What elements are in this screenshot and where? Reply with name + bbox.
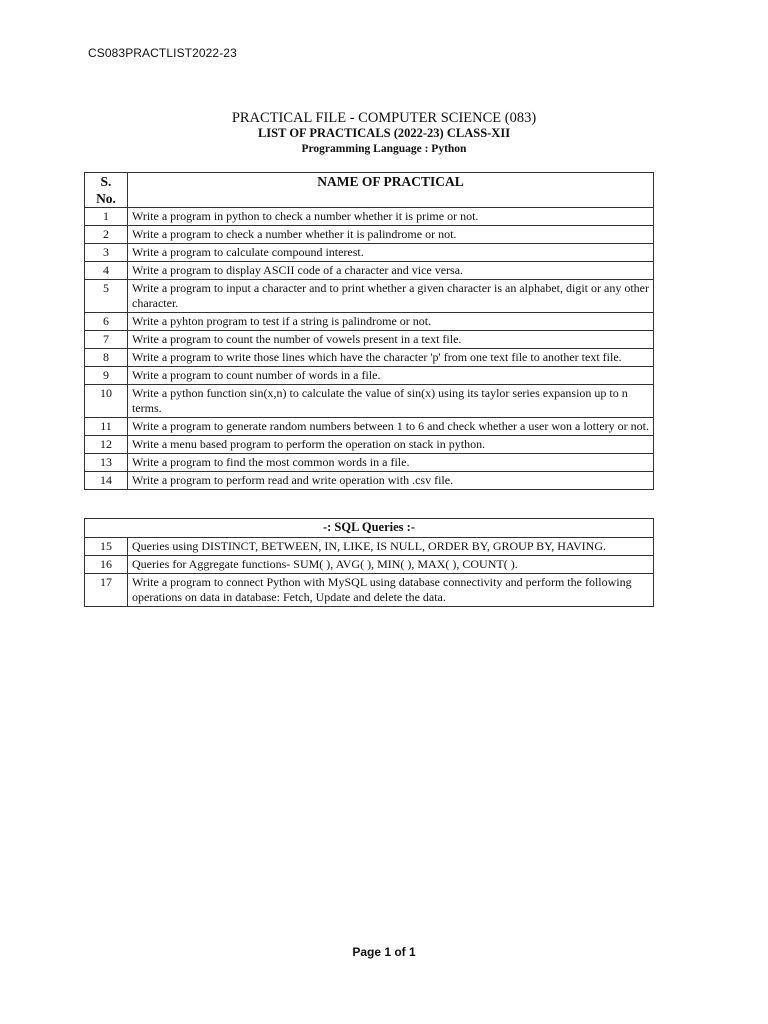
practical-description: Write a program to count number of words in a file.	[128, 367, 654, 385]
row-number: 13	[85, 454, 128, 472]
row-number: 16	[85, 556, 128, 574]
table-row	[85, 385, 654, 418]
table-row	[85, 418, 654, 436]
practical-description: Write a menu based program to perform the operation on stack in python.	[128, 436, 654, 454]
row-number: 7	[85, 331, 128, 349]
column-header-sno: S. No.	[85, 173, 128, 208]
table-row	[85, 226, 654, 244]
row-number: 4	[85, 262, 128, 280]
row-number: 14	[85, 472, 128, 490]
sql-header-row	[85, 519, 654, 538]
row-number: 2	[85, 226, 128, 244]
table-header-row	[85, 173, 654, 208]
practical-description: Write a program to count the number of vowels present in a text file.	[128, 331, 654, 349]
row-number: 6	[85, 313, 128, 331]
table-row	[85, 349, 654, 367]
row-number: 3	[85, 244, 128, 262]
practical-description: Write a program to write those lines which have the character 'p' from one text file to another text file.	[128, 349, 654, 367]
table-row	[85, 313, 654, 331]
row-number: 12	[85, 436, 128, 454]
sql-queries-table	[84, 518, 654, 607]
practical-description: Write a program to find the most common words in a file.	[128, 454, 654, 472]
programming-language: Programming Language : Python	[301, 143, 467, 155]
row-number: 8	[85, 349, 128, 367]
page-subtitle: LIST OF PRACTICALS (2022-23) CLASS-XII	[257, 126, 511, 140]
table-row	[85, 454, 654, 472]
row-number: 10	[85, 385, 128, 418]
practical-description: Write a program in python to check a number whether it is prime or not.	[128, 208, 654, 226]
table-row	[85, 472, 654, 490]
table-row	[85, 556, 654, 574]
table-row	[85, 244, 654, 262]
practical-description: Write a python function sin(x,n) to calculate the value of sin(x) using its taylor series expansion up to n terms.	[128, 385, 654, 418]
practical-description: Write a program to input a character and to print whether a given character is an alphabet, digit or any other character.	[128, 280, 654, 313]
table-row	[85, 262, 654, 280]
practical-description: Queries for Aggregate functions- SUM( ), AVG( ), MIN( ), MAX( ), COUNT( ).	[128, 556, 654, 574]
practical-description: Write a program to perform read and write operation with .csv file.	[128, 472, 654, 490]
row-number: 5	[85, 280, 128, 313]
practical-description: Write a program to display ASCII code of a character and vice versa.	[128, 262, 654, 280]
document-code: CS083PRACTLIST2022-23	[88, 46, 237, 60]
practical-description: Write a program to connect Python with MySQL using database connectivity and perform the following operations on data in database: Fetch, Update and delete the data.	[128, 574, 654, 607]
table-row	[85, 436, 654, 454]
row-number: 9	[85, 367, 128, 385]
table-row	[85, 538, 654, 556]
page-number: Page 1 of 1	[352, 945, 416, 959]
practicals-table	[84, 172, 654, 490]
table-row	[85, 367, 654, 385]
table-row	[85, 331, 654, 349]
table-row	[85, 574, 654, 607]
table-row	[85, 208, 654, 226]
row-number: 1	[85, 208, 128, 226]
row-number: 15	[85, 538, 128, 556]
practical-description: Write a pyhton program to test if a string is palindrome or not.	[128, 313, 654, 331]
row-number: 17	[85, 574, 128, 607]
table-row	[85, 280, 654, 313]
practical-description: Write a program to calculate compound interest.	[128, 244, 654, 262]
practical-description: Write a program to generate random numbers between 1 to 6 and check whether a user won a lottery or not.	[128, 418, 654, 436]
page-title: PRACTICAL FILE - COMPUTER SCIENCE (083)	[231, 110, 537, 126]
column-header-name: NAME OF PRACTICAL	[128, 173, 654, 208]
row-number: 11	[85, 418, 128, 436]
practical-description: Write a program to check a number whether it is palindrome or not.	[128, 226, 654, 244]
practical-description: Queries using DISTINCT, BETWEEN, IN, LIKE, IS NULL, ORDER BY, GROUP BY, HAVING.	[128, 538, 654, 556]
sql-section-heading: -: SQL Queries :-	[85, 519, 654, 538]
